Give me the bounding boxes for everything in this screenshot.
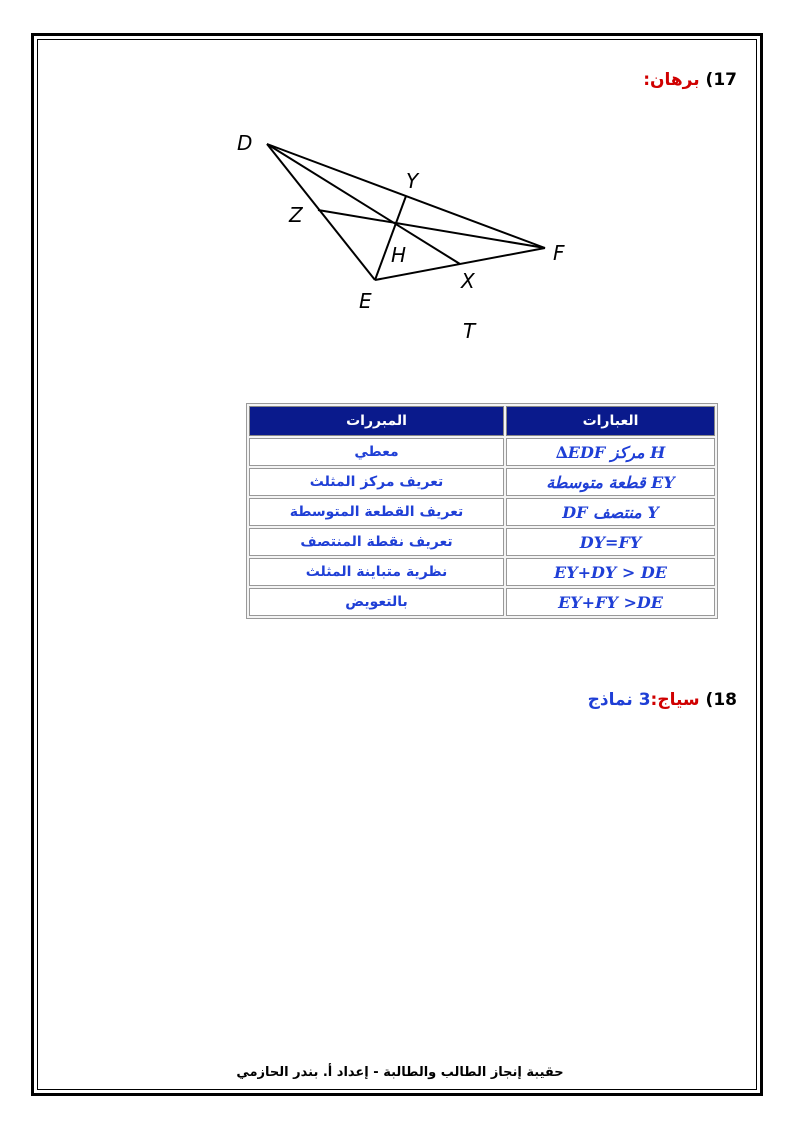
statement-cell: EY قطعة متوسطة — [506, 468, 715, 496]
header-statements: العبارات — [506, 406, 715, 436]
question-18-rest: نماذج — [587, 690, 633, 710]
statement-cell: DY=FY — [506, 528, 715, 556]
question-18-title: سياج: — [650, 690, 700, 710]
table-row — [249, 438, 715, 466]
table-row — [249, 558, 715, 586]
statement-cell: EY+DY > DE — [506, 558, 715, 586]
reason-cell: معطي — [249, 438, 504, 466]
reason-cell: نظرية متباينة المثلث — [249, 558, 504, 586]
label-Z: Z — [289, 203, 303, 227]
statement-cell: Y منتصف DF — [506, 498, 715, 526]
proof-table — [246, 403, 718, 619]
table-row — [249, 468, 715, 496]
reason-cell: تعريف القطعة المتوسطة — [249, 498, 504, 526]
question-17-heading — [643, 70, 737, 90]
question-18-heading — [588, 690, 737, 710]
question-18-count: 3 — [638, 690, 651, 710]
label-H: H — [391, 243, 407, 267]
median-FZ — [318, 210, 545, 248]
proof-table-header — [249, 406, 715, 436]
label-F: F — [553, 241, 565, 265]
label-D: D — [237, 131, 253, 155]
question-17-title: برهان: — [643, 70, 700, 90]
triangle-diagram — [225, 118, 585, 358]
statement-cell: EY+FY >DE — [506, 588, 715, 616]
reason-cell: تعريف نقطة المنتصف — [249, 528, 504, 556]
table-row — [249, 498, 715, 526]
median-EY — [375, 196, 406, 280]
question-17-number: 17) — [705, 70, 737, 90]
question-18-number: 18) — [705, 690, 737, 710]
label-E: E — [359, 289, 372, 313]
header-reasons: المبررات — [249, 406, 504, 436]
page-footer: حقيبة إنجاز الطالب والطالبة - إعداد أ. بندر الحازمي — [236, 1065, 564, 1080]
label-X: X — [461, 269, 475, 293]
reason-cell: تعريف مركز المثلث — [249, 468, 504, 496]
reason-cell: بالتعويض — [249, 588, 504, 616]
statement-cell: H مركز EDF∆ — [506, 438, 715, 466]
label-T: T — [463, 319, 476, 343]
table-row — [249, 588, 715, 616]
label-Y: Y — [406, 169, 419, 193]
table-row — [249, 528, 715, 556]
